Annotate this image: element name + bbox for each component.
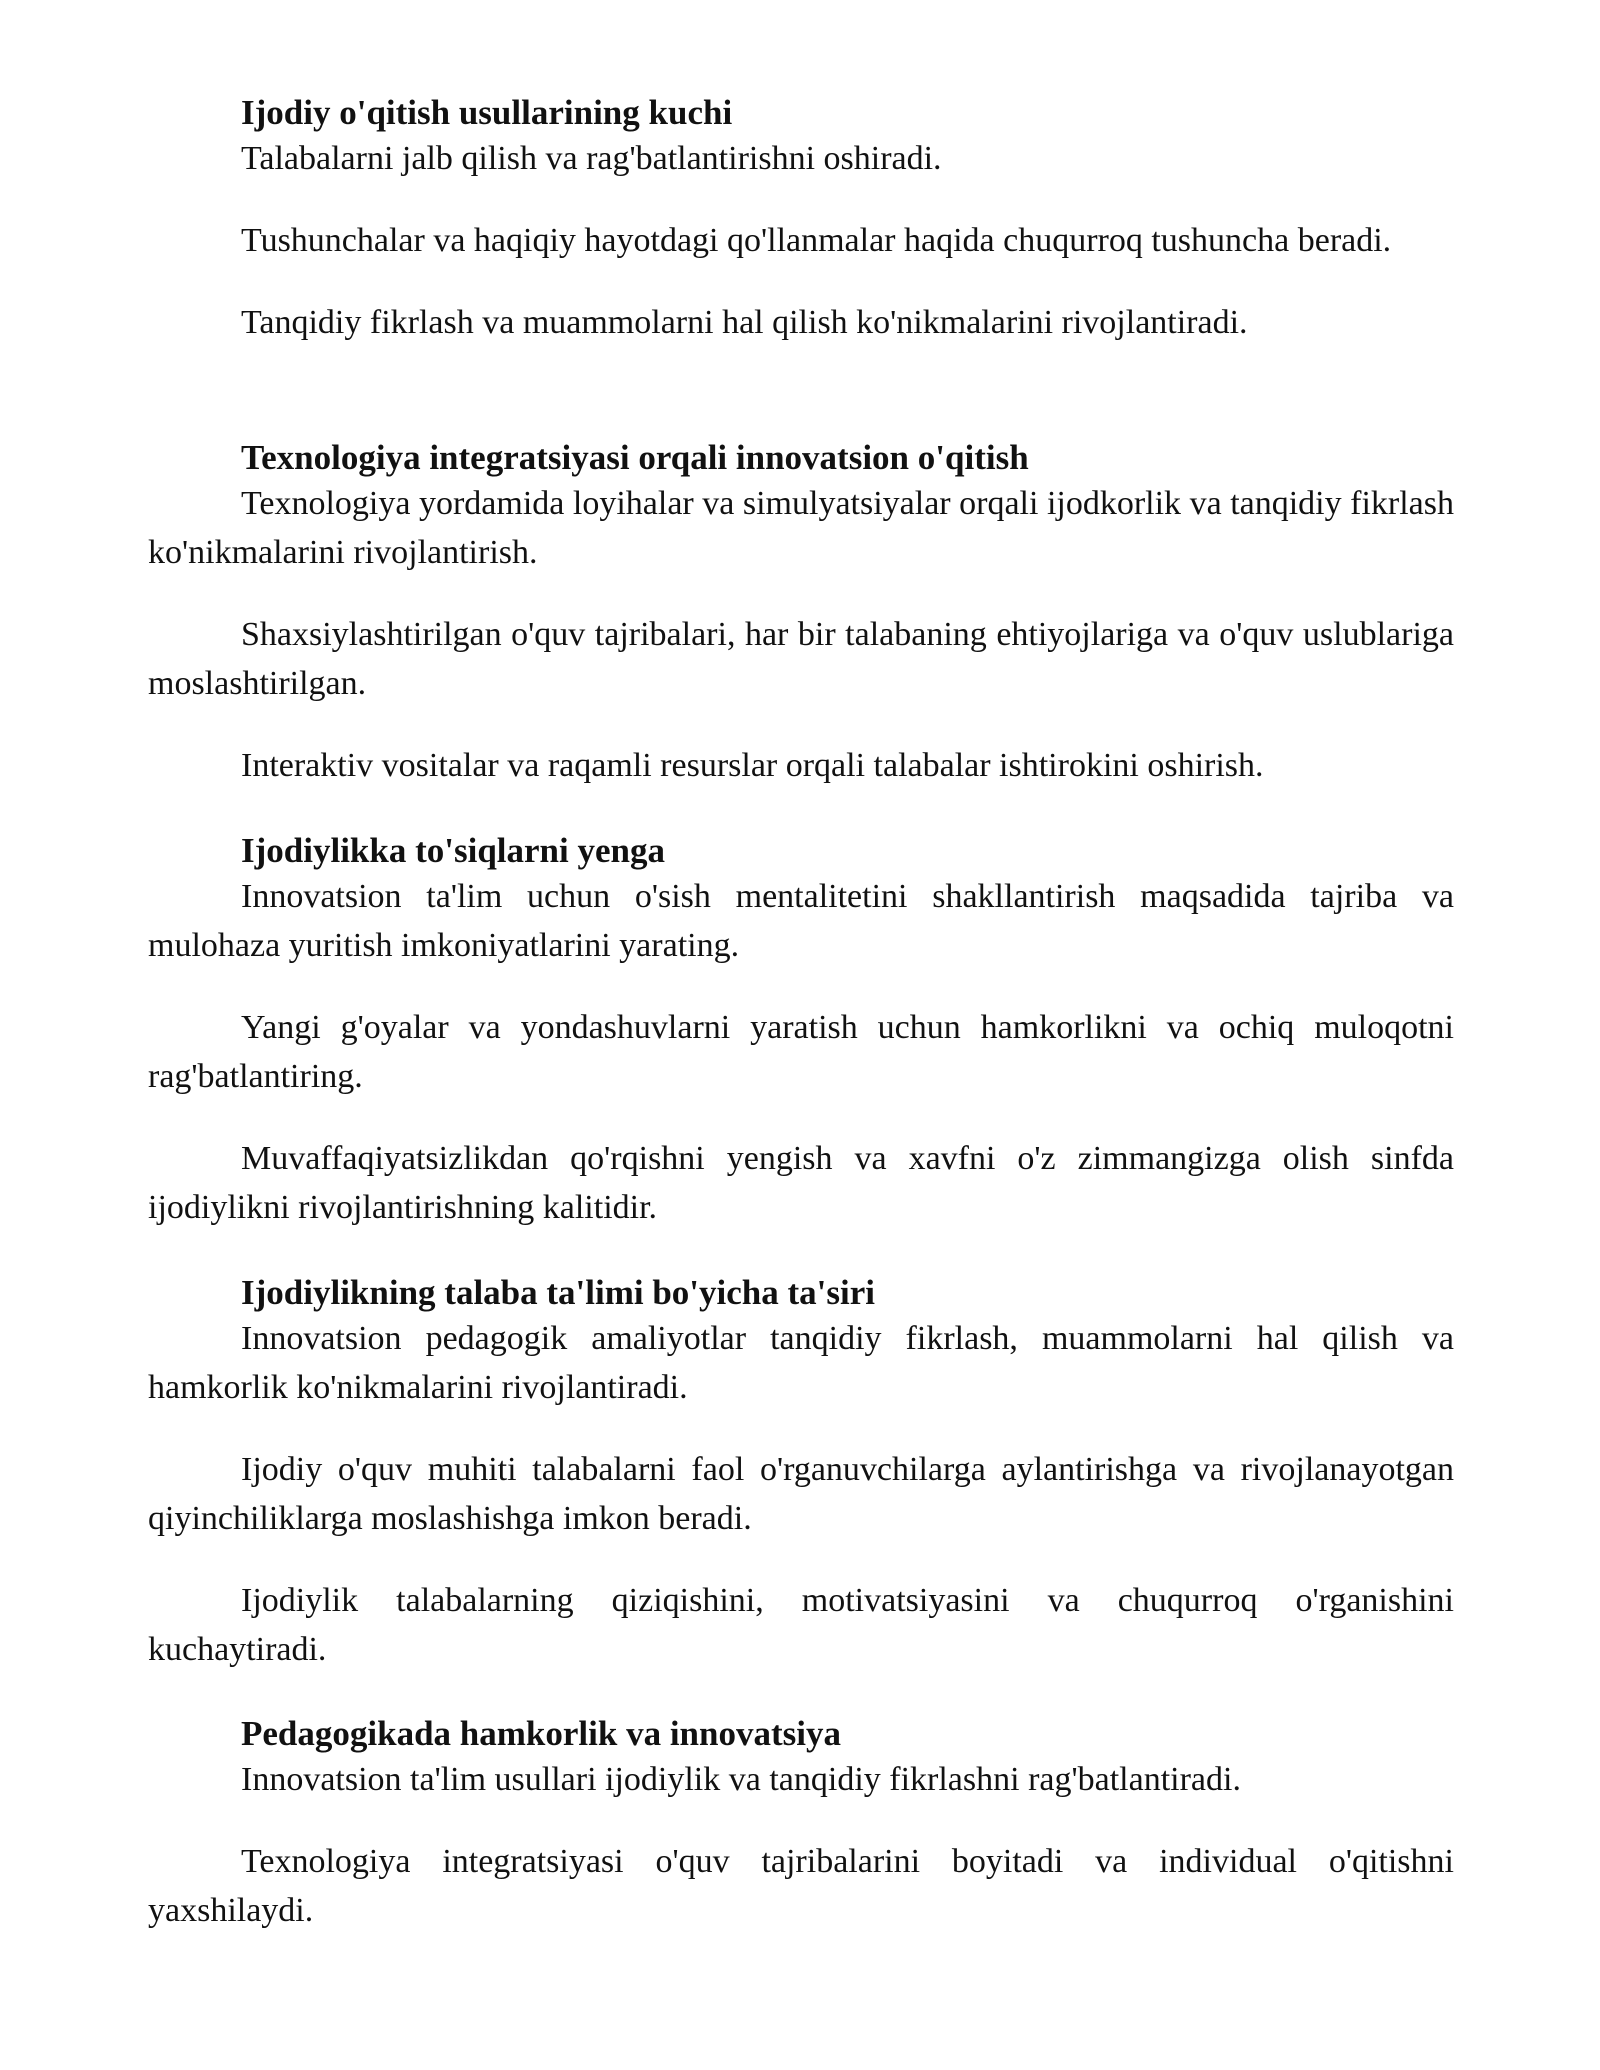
paragraph: Shaxsiylashtirilgan o'quv tajribalari, har bir talabaning ehtiyojlariga va o'quv uslublariga moslashtirilgan.	[148, 616, 1454, 702]
section-ijodiy-oqitish	[148, 92, 1454, 347]
section-ijodiylikka-tosiqlar	[148, 830, 1454, 1232]
paragraph: Yangi g'oyalar va yondashuvlarni yaratish uchun hamkorlikni va ochiq muloqotni rag'batlantiring.	[148, 1009, 1454, 1095]
section-hamkorlik-innovatsiya	[148, 1713, 1454, 1935]
paragraph: Tushunchalar va haqiqiy hayotdagi qo'llanmalar haqida chuqurroq tushuncha beradi.	[241, 222, 1392, 259]
paragraph: Talabalarni jalb qilish va rag'batlantirishni oshiradi.	[241, 140, 942, 177]
section-heading: Ijodiy o'qitish usullarining kuchi	[241, 93, 733, 132]
section-heading: Texnologiya integratsiyasi orqali innovatsion o'qitish	[241, 438, 1029, 477]
paragraph: Texnologiya yordamida loyihalar va simulyatsiyalar orqali ijodkorlik va tanqidiy fikrlash ko'nikmalarini rivojlantirish.	[148, 485, 1454, 571]
section-ijodiylik-tasiri	[148, 1272, 1454, 1674]
paragraph: Innovatsion ta'lim uchun o'sish mentalitetini shakllantirish maqsadida tajriba va mulohaza yuritish imkoniyatlarini yarating.	[148, 878, 1454, 964]
section-heading: Ijodiylikka to'siqlarni yenga	[241, 831, 665, 870]
paragraph: Innovatsion pedagogik amaliyotlar tanqidiy fikrlash, muammolarni hal qilish va hamkorlik ko'nikmalarini rivojlantiradi.	[148, 1320, 1454, 1406]
section-heading: Ijodiylikning talaba ta'limi bo'yicha ta'siri	[241, 1273, 875, 1312]
paragraph: Tanqidiy fikrlash va muammolarni hal qilish ko'nikmalarini rivojlantiradi.	[241, 304, 1248, 341]
section-texnologiya-integratsiyasi	[148, 437, 1454, 790]
paragraph: Innovatsion ta'lim usullari ijodiylik va tanqidiy fikrlashni rag'batlantiradi.	[241, 1761, 1241, 1798]
paragraph: Texnologiya integratsiyasi o'quv tajribalarini boyitadi va individual o'qitishni yaxshilaydi.	[148, 1843, 1454, 1929]
section-heading: Pedagogikada hamkorlik va innovatsiya	[241, 1714, 841, 1753]
paragraph: Interaktiv vositalar va raqamli resurslar orqali talabalar ishtirokini oshirish.	[241, 747, 1264, 784]
paragraph: Muvaffaqiyatsizlikdan qo'rqishni yengish va xavfni o'z zimmangizga olish sinfda ijodiylikni rivojlantirishning kalitidir.	[148, 1140, 1454, 1226]
paragraph: Ijodiylik talabalarning qiziqishini, motivatsiyasini va chuqurroq o'rganishini kuchaytiradi.	[148, 1582, 1454, 1668]
paragraph: Ijodiy o'quv muhiti talabalarni faol o'rganuvchilarga aylantirishga va rivojlanayotgan qiyinchiliklarga moslashishga imkon beradi.	[148, 1451, 1454, 1537]
